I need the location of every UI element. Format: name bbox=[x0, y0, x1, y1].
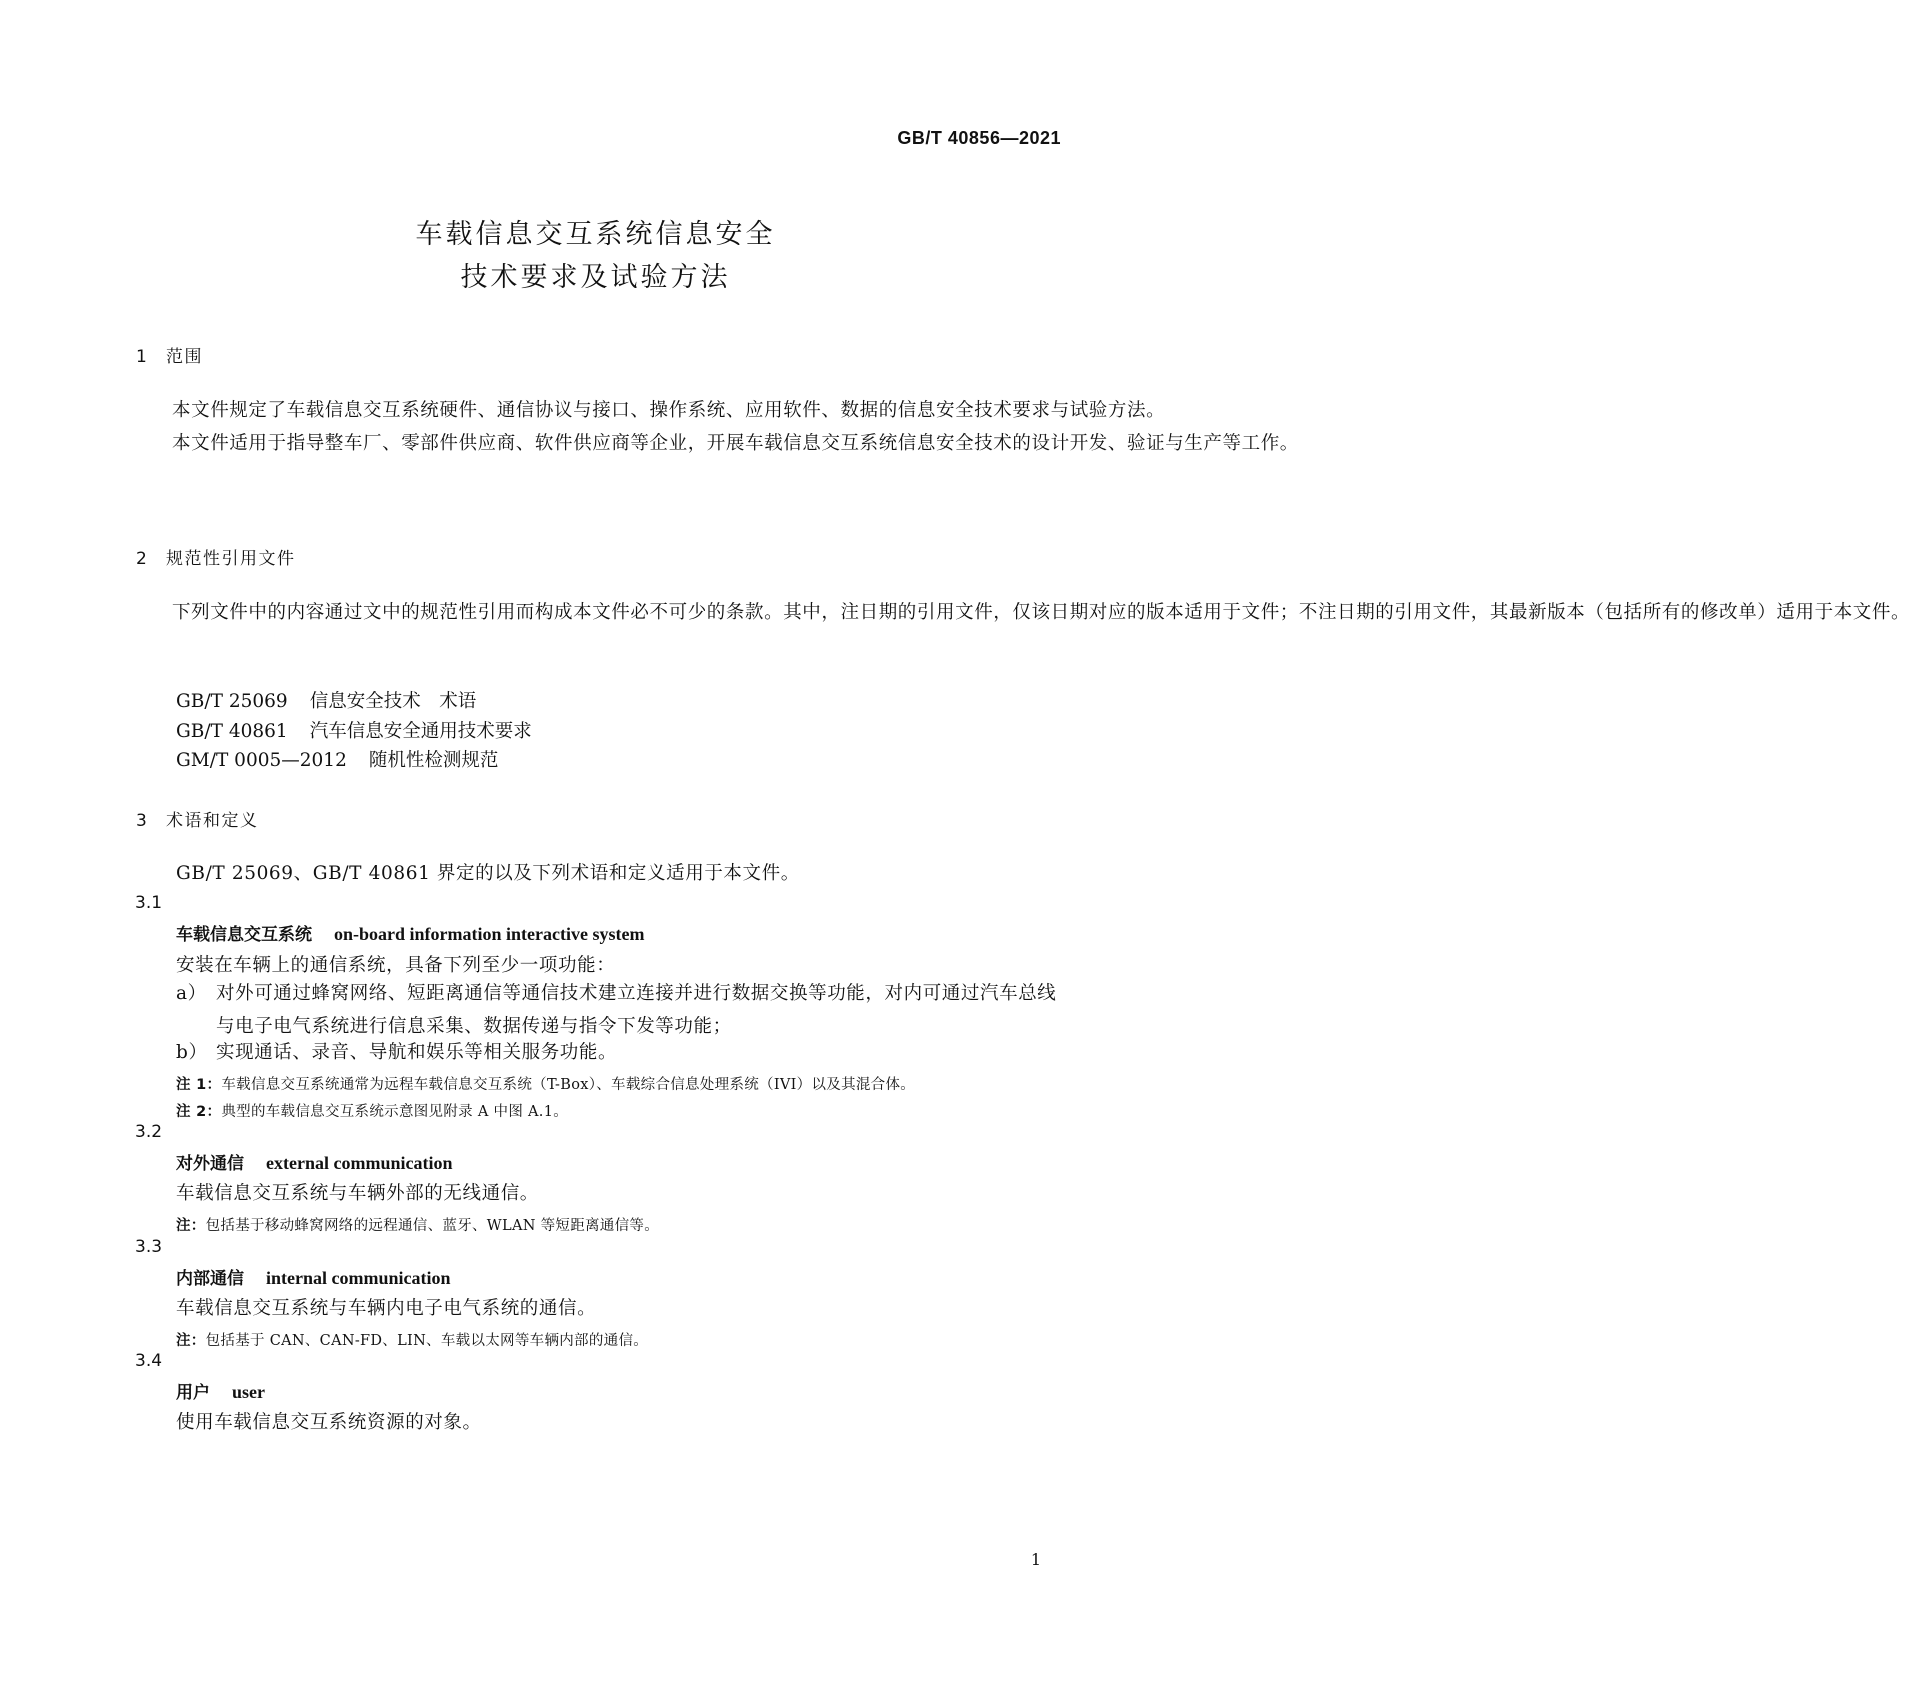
term-zh: 车载信息交互系统 bbox=[176, 925, 312, 945]
term-en: user bbox=[232, 1382, 265, 1402]
reference-title: 随机性检测规范 bbox=[368, 750, 499, 771]
reference-title: 汽车信息安全通用技术要求 bbox=[309, 721, 532, 742]
clause-number: 3.1 bbox=[135, 893, 163, 913]
reference-item bbox=[176, 717, 532, 743]
note-text: 包括基于移动蜂窝网络的远程通信、蓝牙、WLAN 等短距离通信等。 bbox=[205, 1218, 660, 1234]
term-zh: 用户 bbox=[176, 1383, 210, 1403]
reference-item bbox=[176, 746, 498, 772]
section-number: 2 bbox=[136, 549, 149, 569]
note-text: 包括基于 CAN、CAN-FD、LIN、车载以太网等车辆内部的通信。 bbox=[205, 1333, 649, 1349]
reference-item bbox=[176, 687, 476, 713]
section-title: 范围 bbox=[166, 347, 203, 367]
reference-title: 信息安全技术 术语 bbox=[309, 691, 477, 712]
term-en: internal communication bbox=[266, 1268, 451, 1288]
clause-number: 3.3 bbox=[135, 1237, 163, 1257]
term-definition: 使用车载信息交互系统资源的对象。 bbox=[176, 1412, 482, 1433]
term-heading bbox=[176, 920, 644, 945]
note-text: 车载信息交互系统通常为远程车载信息交互系统（T-Box）、车载综合信息处理系统（IVI）以及其混合体。 bbox=[221, 1077, 916, 1093]
section-heading-3 bbox=[136, 806, 259, 831]
list-item bbox=[176, 977, 1061, 1043]
section-heading-2 bbox=[136, 544, 296, 569]
list-text: 实现通话、录音、导航和娱乐等相关服务功能。 bbox=[216, 1042, 618, 1063]
term-heading bbox=[176, 1378, 265, 1403]
note-label: 注 2： bbox=[176, 1104, 222, 1120]
note bbox=[176, 1073, 915, 1094]
paragraph: 下列文件中的内容通过文中的规范性引用而构成本文件必不可少的条款。其中，注日期的引用文件，仅该日期对应的版本适用于文件；不注日期的引用文件，其最新版本（包括所有的修改单）适用于本文件。 bbox=[172, 602, 1910, 623]
section-1-body bbox=[135, 394, 1299, 460]
page-number: 1 bbox=[1030, 1550, 1041, 1569]
standard-code: GB/T 40856—2021 bbox=[897, 128, 1061, 148]
note bbox=[176, 1214, 659, 1235]
term-definition: 车载信息交互系统与车辆外部的无线通信。 bbox=[176, 1183, 539, 1204]
clause-number: 3.2 bbox=[135, 1122, 163, 1142]
reference-code: GB/T 40861 bbox=[176, 721, 288, 742]
clause-number: 3.4 bbox=[135, 1351, 163, 1371]
list-item bbox=[176, 1036, 1061, 1069]
section-title: 规范性引用文件 bbox=[166, 549, 296, 569]
term-heading bbox=[176, 1149, 452, 1174]
term-definition: 安装在车辆上的通信系统，具备下列至少一项功能： bbox=[176, 955, 616, 976]
term-zh: 对外通信 bbox=[176, 1154, 244, 1174]
term-en: external communication bbox=[266, 1153, 453, 1173]
section-heading-1 bbox=[136, 342, 203, 367]
term-definition: 车载信息交互系统与车辆内电子电气系统的通信。 bbox=[176, 1298, 597, 1319]
term-heading bbox=[176, 1264, 451, 1289]
reference-code: GM/T 0005—2012 bbox=[176, 750, 347, 771]
document-title-line-1: 车载信息交互系统信息安全 bbox=[415, 219, 776, 250]
section-3-intro: GB/T 25069、GB/T 40861 界定的以及下列术语和定义适用于本文件。 bbox=[176, 863, 800, 884]
list-marker: b） bbox=[176, 1042, 208, 1063]
note-label: 注： bbox=[176, 1333, 206, 1349]
section-2-body bbox=[135, 596, 1910, 629]
paragraph: 本文件适用于指导整车厂、零部件供应商、软件供应商等企业，开展车载信息交互系统信息安全技术的设计开发、验证与生产等工作。 bbox=[172, 433, 1299, 454]
note bbox=[176, 1329, 648, 1350]
list-marker: a） bbox=[176, 983, 207, 1004]
section-number: 3 bbox=[136, 811, 149, 831]
section-title: 术语和定义 bbox=[166, 811, 259, 831]
note-label: 注 1： bbox=[176, 1077, 222, 1093]
note-label: 注： bbox=[176, 1218, 206, 1234]
paragraph: 本文件规定了车载信息交互系统硬件、通信协议与接口、操作系统、应用软件、数据的信息安全技术要求与试验方法。 bbox=[172, 400, 1166, 421]
term-en: on-board information interactive system bbox=[334, 924, 645, 944]
term-zh: 内部通信 bbox=[176, 1269, 244, 1289]
reference-code: GB/T 25069 bbox=[176, 691, 288, 712]
note-text: 典型的车载信息交互系统示意图见附录 A 中图 A.1。 bbox=[221, 1104, 569, 1120]
section-number: 1 bbox=[136, 347, 149, 367]
document-title-line-2: 技术要求及试验方法 bbox=[460, 262, 731, 293]
list-text: 对外可通过蜂窝网络、短距离通信等通信技术建立连接并进行数据交换等功能，对内可通过汽车总线与电子电气系统进行信息采集、数据传递与指令下发等功能； bbox=[216, 983, 1057, 1037]
note bbox=[176, 1100, 568, 1121]
